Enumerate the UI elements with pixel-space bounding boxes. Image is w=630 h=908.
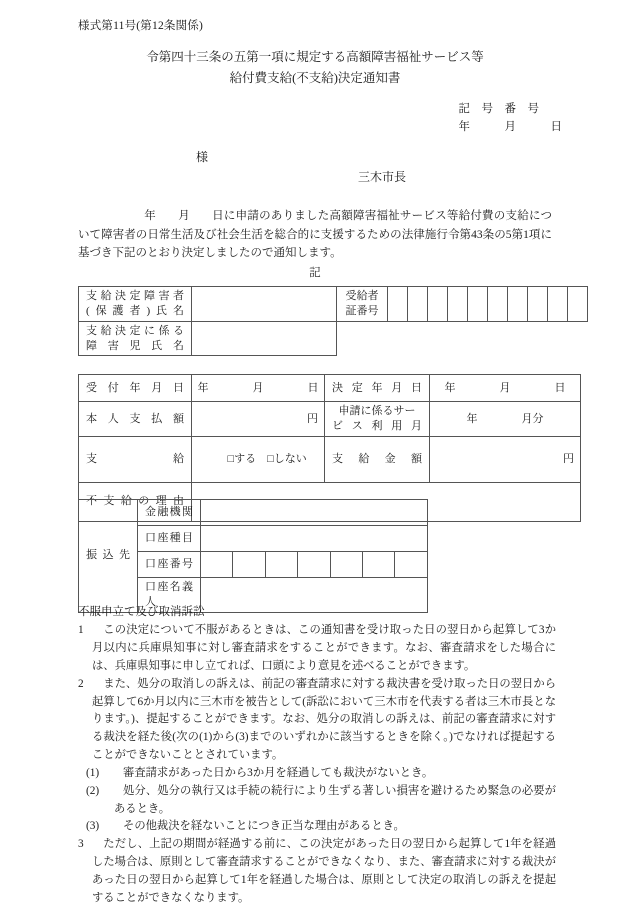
note-subitem-text: 処分、処分の執行又は手続の続行により生ずる著しい損害を避けるため緊急の必要があるとき。 [114,784,556,815]
cert-digit-cell[interactable] [488,287,508,322]
cert-number-label-line2: 証番号 [345,304,379,317]
table-row [79,375,581,402]
cert-digit-cell[interactable] [548,287,568,322]
account-digit-cell[interactable] [201,552,233,578]
child-name-label-line2: 障害児氏名 [86,339,184,352]
table-row [79,402,581,437]
meta-number-label: 記 号 番 号 [458,103,539,115]
cert-digit-cell[interactable] [568,287,588,322]
note-item-3 [78,836,556,907]
table-row [79,287,588,322]
receipt-date-label-text: 受付年月日 [86,381,184,394]
note-subitem-1 [78,765,556,783]
spacer-cell [337,321,588,356]
bank-institution-label [138,500,201,526]
self-payment-label-text: 本人支払額 [86,412,184,425]
payment-label [79,437,192,483]
body-paragraph [78,207,552,263]
meta-date-label: 年 月 日 [458,121,562,134]
note-subitem-text: その他裁決を経ないことにつき正当な理由があるとき。 [123,820,405,833]
form-number: 様式第11号(第12条関係) [78,20,204,32]
amount-label [325,437,430,483]
note-subitem-number: (1) [86,766,100,779]
recipient-name-label [79,287,192,322]
service-month-label-line1: 申請に係るサー [338,405,416,418]
child-name-label [79,321,192,356]
table-row [79,437,581,483]
recipient-table [78,286,588,356]
account-digit-cell[interactable] [233,552,265,578]
note-subitem-2 [78,783,556,819]
cert-number-label-line1: 受給者 [345,290,379,302]
cert-digit-cell[interactable] [508,287,528,322]
reason-label-text: 不支給の理由 [86,495,184,508]
addressee-suffix: 様 [196,150,209,164]
note-subitem-number: (2) [86,784,100,797]
bank-account-number-label-text: 口座番号 [145,558,193,571]
cert-digit-cell[interactable] [408,287,428,322]
child-name-value[interactable] [192,321,337,356]
bank-institution-label-text: 金融機関 [145,506,193,519]
self-payment-label [79,402,192,437]
service-month-label [325,402,430,437]
cert-digit-cell[interactable] [468,287,488,322]
bank-account-number-label [138,552,201,578]
decision-date-label [325,375,430,402]
note-text: この決定について不服があるときは、この通知書を受け取った日の翌日から起算して3か月以内に兵庫県知事に対し審査請求をすることができます。なお、審査請求をした場合には、兵庫県知事に申し立てれば、口頭により意見を述べることができます。 [92,624,556,672]
title-line-2: 給付費支給(不支給)決定通知書 [229,70,401,85]
decision-date-label-text: 決定年月日 [332,381,422,394]
bank-side-label-text: 振込先 [86,549,130,562]
note-subitem-number: (3) [86,820,100,833]
body-text: 日に申請のありました高額障害福祉サービス等給付費の支給について障害者の日常生活及び社会生活を総合的に支援するための法律施行令第43条の5第1項に基づき下記のとおり決定しましたので通知します。 [78,210,552,260]
account-digit-cell[interactable] [298,552,330,578]
document-meta [459,100,563,137]
cert-number-label [337,287,388,322]
service-month-value[interactable]: 年 月分 [430,402,581,437]
amount-label-text: 支給金額 [332,452,422,465]
ki-mark: 記 [309,267,321,279]
payment-label-text: 支給 [86,452,184,465]
bank-account-type-value[interactable] [201,526,428,552]
issuer-name: 三木市長 [358,170,407,184]
note-subitem-3 [78,818,556,836]
payment-option-yes[interactable]: □する [227,452,257,465]
cert-digit-cell[interactable] [388,287,408,322]
account-digit-cell[interactable] [395,552,427,578]
account-digit-cell[interactable] [362,552,394,578]
cert-digit-cell[interactable] [428,287,448,322]
cert-digit-cell[interactable] [448,287,468,322]
note-text: ただし、上記の期間が経過する前に、この決定があった日の翌日から起算して1年を経過した場合は、原則として審査請求することができなくなり、また、審査請求に対する裁決があった日の翌日から起算して1年を経過した場合は、原則として決定の取消しの訴えを提起することができなくなります。 [92,838,556,904]
table-row [79,321,588,356]
bank-account-holder-label-text: 口座名義人 [145,581,193,608]
note-number: 2 [78,677,84,690]
body-date-year: 年 [144,210,156,222]
cert-digit-cell[interactable] [528,287,548,322]
note-number: 1 [78,624,84,637]
account-digit-cell[interactable] [265,552,297,578]
appeal-notes [78,603,556,908]
bank-account-type-label [138,526,201,552]
child-name-label-line1: 支給決定に係る [86,324,184,337]
note-text: また、処分の取消しの訴えは、前記の審査請求に対する裁決書を受け取った日の翌日から起算して6か月以内に三木市を被告として(訴訟において三木市を代表する者は三木市長となります。)、提起することができます。なお、処分の取消しの訴えは、前記の審査請求に対する裁決を経た後(次の(1)から(3)までのいずれかに該当するときを除く。)でなければ提起することができないこととされています。 [92,677,556,762]
bank-table [78,499,428,613]
receipt-date-label [79,375,192,402]
self-payment-value[interactable]: 円 [192,402,325,437]
recipient-name-value[interactable] [192,287,337,322]
account-digit-cell[interactable] [330,552,362,578]
service-month-label-line2: ビス利用月 [332,420,422,432]
note-subitem-text: 審査請求があった日から3か月を経過しても裁決がないとき。 [123,766,434,779]
amount-value[interactable]: 円 [430,437,581,483]
payment-options [192,437,325,483]
note-number: 3 [78,838,84,851]
recipient-name-label-line1: 支給決定障害者 [86,290,184,302]
table-row [79,500,428,526]
recipient-name-label-line2: (保護者)氏名 [86,304,184,317]
note-item-2 [78,676,556,765]
note-item-1 [78,622,556,676]
body-date-month: 月 [177,210,190,222]
appeal-notes-heading: 不服申立て及び取消訴訟 [78,606,205,618]
receipt-date-value[interactable]: 年 月 日 [192,375,325,402]
document-title [0,47,630,88]
bank-account-type-label-text: 口座種目 [145,532,193,545]
decision-date-value[interactable]: 年 月 日 [430,375,581,402]
title-line-1: 令第四十三条の五第一項に規定する高額障害福祉サービス等 [146,50,484,64]
payment-option-no[interactable]: □しない [267,452,307,465]
bank-side-label [79,500,138,613]
bank-institution-value[interactable] [201,500,428,526]
